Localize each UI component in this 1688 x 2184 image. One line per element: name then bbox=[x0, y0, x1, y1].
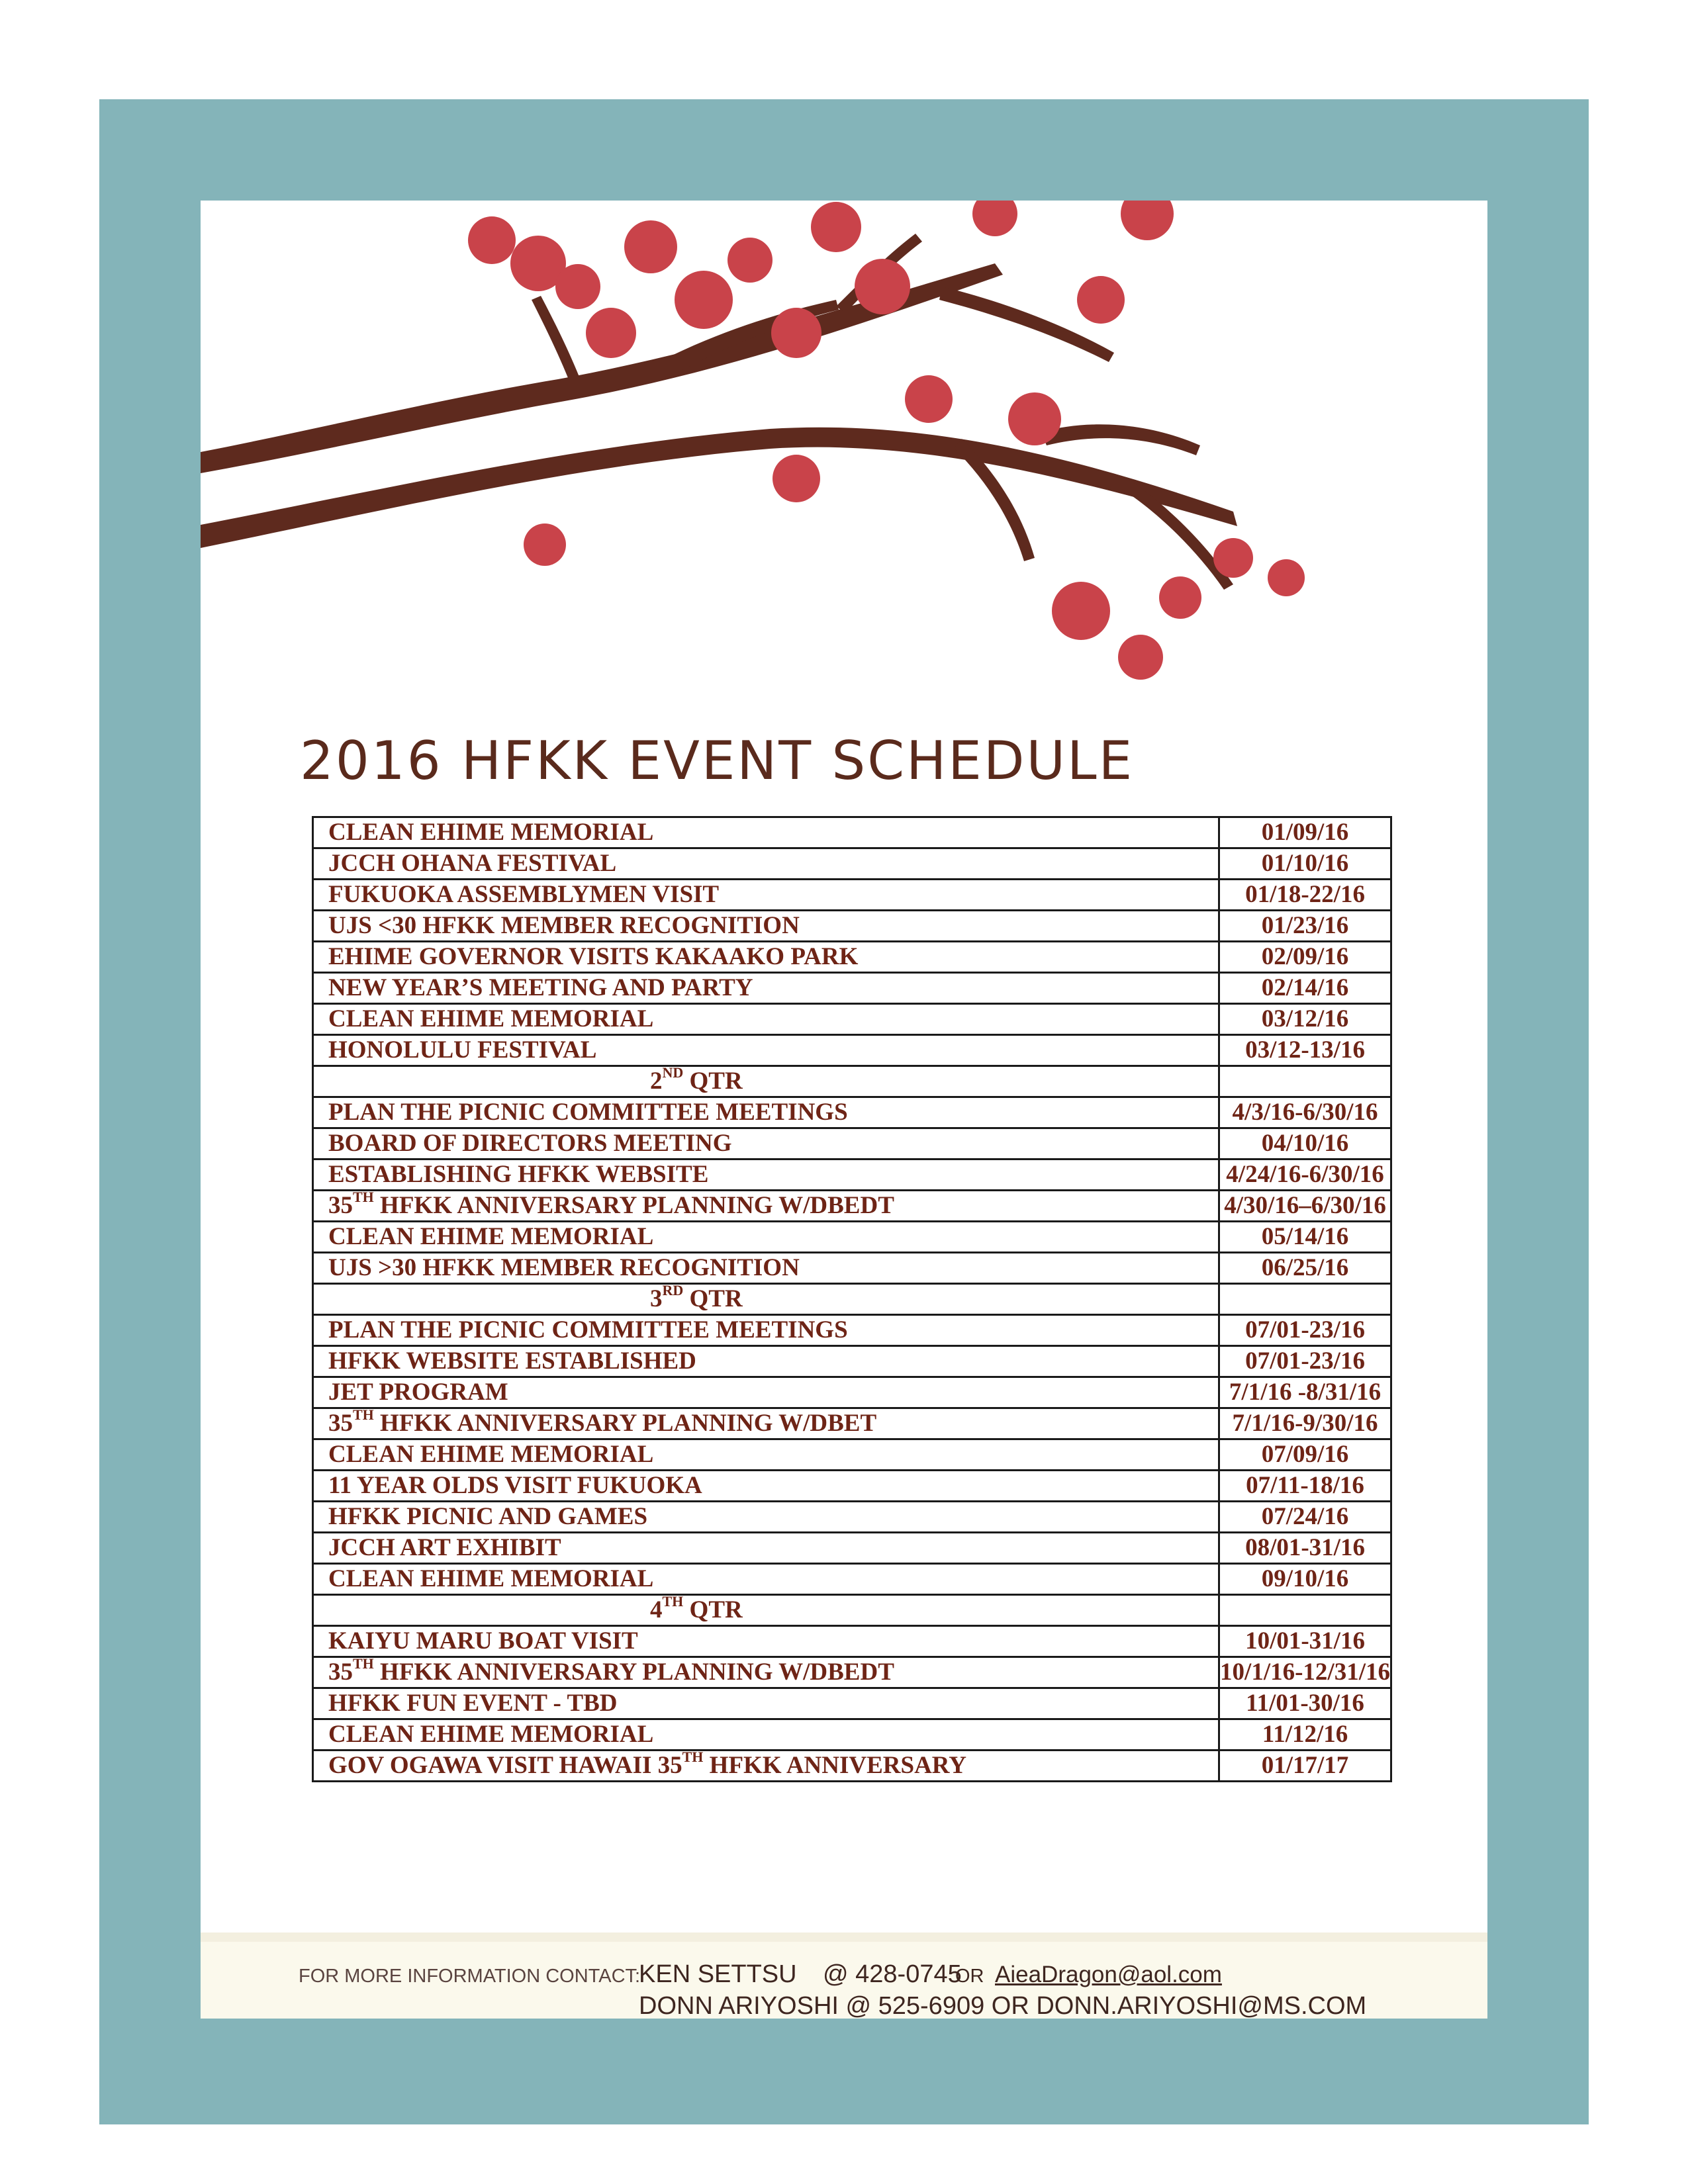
table-row bbox=[313, 1315, 1391, 1346]
event-name-cell bbox=[313, 1004, 1219, 1035]
event-name-cell bbox=[313, 1719, 1219, 1751]
quarter-date-cell bbox=[1219, 1066, 1391, 1097]
event-name: CLEAN EHIME MEMORIAL bbox=[328, 1721, 654, 1748]
event-date-cell: 4/30/16–6/30/16 bbox=[1219, 1191, 1391, 1222]
table-row bbox=[313, 1346, 1391, 1377]
event-name-cell bbox=[313, 1035, 1219, 1066]
event-name: JET PROGRAM bbox=[328, 1379, 508, 1406]
event-date-cell: 01/18-22/16 bbox=[1219, 880, 1391, 911]
table-row bbox=[313, 1097, 1391, 1128]
table-row bbox=[313, 1626, 1391, 1657]
quarter-number: 4 bbox=[650, 1596, 663, 1623]
table-row bbox=[313, 1004, 1391, 1035]
table-row bbox=[313, 1719, 1391, 1751]
event-superscript: TH bbox=[353, 1406, 374, 1423]
event-date-cell: 07/01-23/16 bbox=[1219, 1315, 1391, 1346]
flyer-page bbox=[201, 201, 1487, 2019]
event-date-cell: 01/10/16 bbox=[1219, 848, 1391, 880]
event-name-cell bbox=[313, 1408, 1219, 1439]
contact2-line: DONN ARIYOSHI @ 525-6909 OR DONN.ARIYOSHI@MS.COM bbox=[639, 1992, 1367, 2019]
quarter-label: QTR bbox=[689, 1596, 743, 1623]
quarter-header bbox=[313, 1592, 1219, 1626]
event-name-cell bbox=[313, 1315, 1219, 1346]
event-name: KAIYU MARU BOAT VISIT bbox=[328, 1627, 638, 1655]
quarter-date-cell bbox=[1219, 1595, 1391, 1626]
quarter-number: 3 bbox=[650, 1285, 663, 1312]
event-date-cell: 06/25/16 bbox=[1219, 1253, 1391, 1284]
event-name-cell bbox=[313, 1439, 1219, 1471]
event-name-cell bbox=[313, 880, 1219, 911]
quarter-header bbox=[313, 1281, 1219, 1315]
event-name: CLEAN EHIME MEMORIAL bbox=[328, 1223, 654, 1250]
event-date-cell: 01/23/16 bbox=[1219, 911, 1391, 942]
event-name: HFKK ANNIVERSARY PLANNING W/DBET bbox=[380, 1410, 877, 1437]
event-name-cell bbox=[313, 1128, 1219, 1160]
event-name-cell bbox=[313, 1188, 1219, 1222]
table-row bbox=[313, 942, 1391, 973]
event-name: HFKK FUN EVENT - TBD bbox=[328, 1690, 618, 1717]
contact1-name: KEN SETTSU bbox=[639, 1960, 797, 1988]
event-name: HFKK PICNIC AND GAMES bbox=[328, 1503, 648, 1530]
event-name: FUKUOKA ASSEMBLYMEN VISIT bbox=[328, 881, 720, 908]
event-date-cell: 03/12-13/16 bbox=[1219, 1035, 1391, 1066]
event-name: EHIME GOVERNOR VISITS KAKAAKO PARK bbox=[328, 943, 859, 970]
event-name-cell bbox=[313, 1377, 1219, 1408]
table-row bbox=[313, 1533, 1391, 1564]
event-name: HFKK ANNIVERSARY PLANNING W/DBEDT bbox=[380, 1192, 894, 1219]
table-row bbox=[313, 973, 1391, 1004]
event-date-cell: 7/1/16 -8/31/16 bbox=[1219, 1377, 1391, 1408]
event-name: ESTABLISHING HFKK WEBSITE bbox=[328, 1161, 709, 1188]
page-title: 2016 HFKK EVENT SCHEDULE bbox=[300, 730, 1135, 792]
table-row bbox=[313, 817, 1391, 848]
event-date-cell: 02/14/16 bbox=[1219, 973, 1391, 1004]
event-date-cell: 07/24/16 bbox=[1219, 1502, 1391, 1533]
event-date-cell: 01/17/17 bbox=[1219, 1751, 1391, 1782]
table-row bbox=[313, 911, 1391, 942]
table-row bbox=[313, 1471, 1391, 1502]
event-name: JCCH ART EXHIBIT bbox=[328, 1534, 561, 1561]
event-date-cell: 10/1/16-12/31/16 bbox=[1219, 1657, 1391, 1688]
table-row bbox=[313, 1222, 1391, 1253]
event-prefix: 35 bbox=[328, 1410, 353, 1437]
quarter-header-row bbox=[313, 1066, 1391, 1097]
event-suffix: HFKK ANNIVERSARY bbox=[709, 1752, 966, 1779]
event-date-cell: 07/11-18/16 bbox=[1219, 1471, 1391, 1502]
contact1-phone: @ 428-0745 bbox=[823, 1960, 962, 1988]
event-superscript: TH bbox=[353, 1188, 374, 1205]
event-date-cell: 11/12/16 bbox=[1219, 1719, 1391, 1751]
quarter-label: QTR bbox=[689, 1285, 743, 1312]
event-prefix: 35 bbox=[328, 1659, 353, 1686]
quarter-number: 2 bbox=[650, 1068, 663, 1095]
event-name-cell bbox=[313, 1502, 1219, 1533]
event-name-cell bbox=[313, 1564, 1219, 1595]
event-date-cell: 7/1/16-9/30/16 bbox=[1219, 1408, 1391, 1439]
event-name: 11 YEAR OLDS VISIT FUKUOKA bbox=[328, 1472, 702, 1499]
event-name: JCCH OHANA FESTIVAL bbox=[328, 850, 617, 877]
table-row bbox=[313, 1408, 1391, 1439]
event-date-cell: 05/14/16 bbox=[1219, 1222, 1391, 1253]
event-prefix: 35 bbox=[328, 1192, 353, 1219]
event-name: HFKK ANNIVERSARY PLANNING W/DBEDT bbox=[380, 1659, 894, 1686]
quarter-date-cell bbox=[1219, 1284, 1391, 1315]
event-name-cell bbox=[313, 973, 1219, 1004]
table-row bbox=[313, 1439, 1391, 1471]
event-name-cell bbox=[313, 1688, 1219, 1719]
table-row bbox=[313, 848, 1391, 880]
table-row bbox=[313, 1191, 1391, 1222]
table-row bbox=[313, 1035, 1391, 1066]
event-date-cell: 08/01-31/16 bbox=[1219, 1533, 1391, 1564]
table-row bbox=[313, 1751, 1391, 1782]
quarter-header bbox=[313, 1066, 1219, 1097]
table-row bbox=[313, 1564, 1391, 1595]
table-row bbox=[313, 1128, 1391, 1160]
table-row bbox=[313, 880, 1391, 911]
event-name-cell bbox=[313, 1471, 1219, 1502]
event-date-cell: 4/3/16-6/30/16 bbox=[1219, 1097, 1391, 1128]
table-row bbox=[313, 1502, 1391, 1533]
contact-footer bbox=[201, 1933, 1487, 2019]
contact-label: FOR MORE INFORMATION CONTACT: bbox=[299, 1966, 641, 1987]
cherry-blossom-branch-icon bbox=[201, 201, 1487, 717]
event-name-cell bbox=[313, 1533, 1219, 1564]
event-name-cell bbox=[313, 1626, 1219, 1657]
event-date-cell: 04/10/16 bbox=[1219, 1128, 1391, 1160]
event-date-cell: 01/09/16 bbox=[1219, 817, 1391, 848]
quarter-suffix: TH bbox=[662, 1592, 684, 1610]
event-schedule-table bbox=[312, 816, 1392, 1782]
event-name-cell bbox=[313, 1160, 1219, 1191]
event-name-cell bbox=[313, 817, 1219, 848]
event-name-cell bbox=[313, 1222, 1219, 1253]
table-row bbox=[313, 1688, 1391, 1719]
table-row bbox=[313, 1253, 1391, 1284]
event-name-cell bbox=[313, 942, 1219, 973]
event-name: UJS <30 HFKK MEMBER RECOGNITION bbox=[328, 912, 800, 939]
event-name-cell bbox=[313, 1748, 1219, 1782]
event-superscript: TH bbox=[682, 1748, 704, 1765]
event-name-cell bbox=[313, 1253, 1219, 1284]
event-date-cell: 07/09/16 bbox=[1219, 1439, 1391, 1471]
quarter-suffix: RD bbox=[662, 1281, 684, 1298]
event-date-cell: 11/01-30/16 bbox=[1219, 1688, 1391, 1719]
event-date-cell: 03/12/16 bbox=[1219, 1004, 1391, 1035]
event-name: NEW YEAR’S MEETING AND PARTY bbox=[328, 974, 753, 1001]
quarter-suffix: ND bbox=[662, 1064, 684, 1081]
contact1-or: OR bbox=[955, 1966, 984, 1987]
event-superscript: TH bbox=[353, 1655, 374, 1672]
contact1-email-link[interactable]: AieaDragon@aol.com bbox=[995, 1962, 1222, 1987]
event-name-cell bbox=[313, 1097, 1219, 1128]
quarter-label: QTR bbox=[689, 1068, 743, 1095]
event-name-cell bbox=[313, 1346, 1219, 1377]
event-name: HFKK WEBSITE ESTABLISHED bbox=[328, 1347, 696, 1375]
event-name-cell bbox=[313, 1657, 1219, 1688]
event-name: PLAN THE PICNIC COMMITTEE MEETINGS bbox=[328, 1099, 848, 1126]
event-name: PLAN THE PICNIC COMMITTEE MEETINGS bbox=[328, 1316, 848, 1343]
event-name: UJS >30 HFKK MEMBER RECOGNITION bbox=[328, 1254, 800, 1281]
event-date-cell: 07/01-23/16 bbox=[1219, 1346, 1391, 1377]
event-name: HONOLULU FESTIVAL bbox=[328, 1036, 597, 1064]
event-name-cell bbox=[313, 848, 1219, 880]
table-row bbox=[313, 1377, 1391, 1408]
event-name: CLEAN EHIME MEMORIAL bbox=[328, 1441, 654, 1468]
table-row bbox=[313, 1657, 1391, 1688]
event-date-cell: 4/24/16-6/30/16 bbox=[1219, 1160, 1391, 1191]
event-name: GOV OGAWA VISIT HAWAII 35 bbox=[328, 1752, 682, 1779]
event-name: CLEAN EHIME MEMORIAL bbox=[328, 819, 654, 846]
quarter-header-row bbox=[313, 1595, 1391, 1626]
event-name: BOARD OF DIRECTORS MEETING bbox=[328, 1130, 732, 1157]
event-name: CLEAN EHIME MEMORIAL bbox=[328, 1005, 654, 1032]
event-name: CLEAN EHIME MEMORIAL bbox=[328, 1565, 654, 1592]
event-date-cell: 02/09/16 bbox=[1219, 942, 1391, 973]
event-name-cell bbox=[313, 911, 1219, 942]
event-date-cell: 09/10/16 bbox=[1219, 1564, 1391, 1595]
quarter-header-row bbox=[313, 1284, 1391, 1315]
event-date-cell: 10/01-31/16 bbox=[1219, 1626, 1391, 1657]
table-row bbox=[313, 1160, 1391, 1191]
